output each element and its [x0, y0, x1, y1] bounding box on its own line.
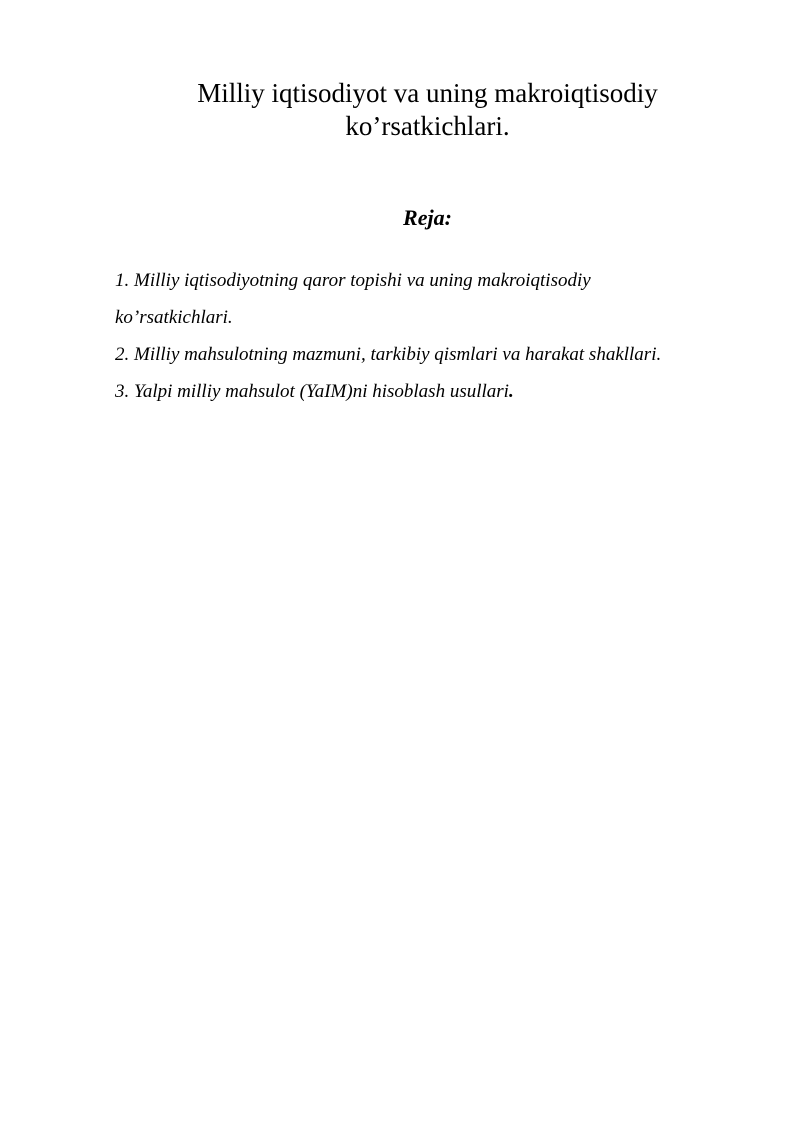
- plan-item-3-end-mark: .: [508, 381, 514, 402]
- document-title-line-2: ko’rsatkichlari.: [345, 111, 510, 141]
- plan-item-1-line-2: ko’rsatkichlari.: [115, 307, 233, 328]
- plan-item-2-text: 2. Milliy mahsulotning mazmuni, tarkibiy qismlari va harakat shakllari.: [115, 344, 662, 365]
- plan-item-1: [115, 262, 755, 336]
- document-title-line-1: Milliy iqtisodiyot va uning makroiqtisodiy: [197, 78, 658, 108]
- plan-item-1-line-1: 1. Milliy iqtisodiyotning qaror topishi va uning makroiqtisodiy: [115, 270, 591, 291]
- plan-list: [115, 262, 755, 410]
- plan-heading: Reja:: [403, 205, 452, 230]
- plan-item-3-text: 3. Yalpi milliy mahsulot (YaIM)ni hisoblash usullari: [115, 381, 509, 402]
- plan-item-2: [115, 336, 755, 373]
- plan-item-3: [115, 373, 755, 410]
- document-title: [115, 77, 740, 143]
